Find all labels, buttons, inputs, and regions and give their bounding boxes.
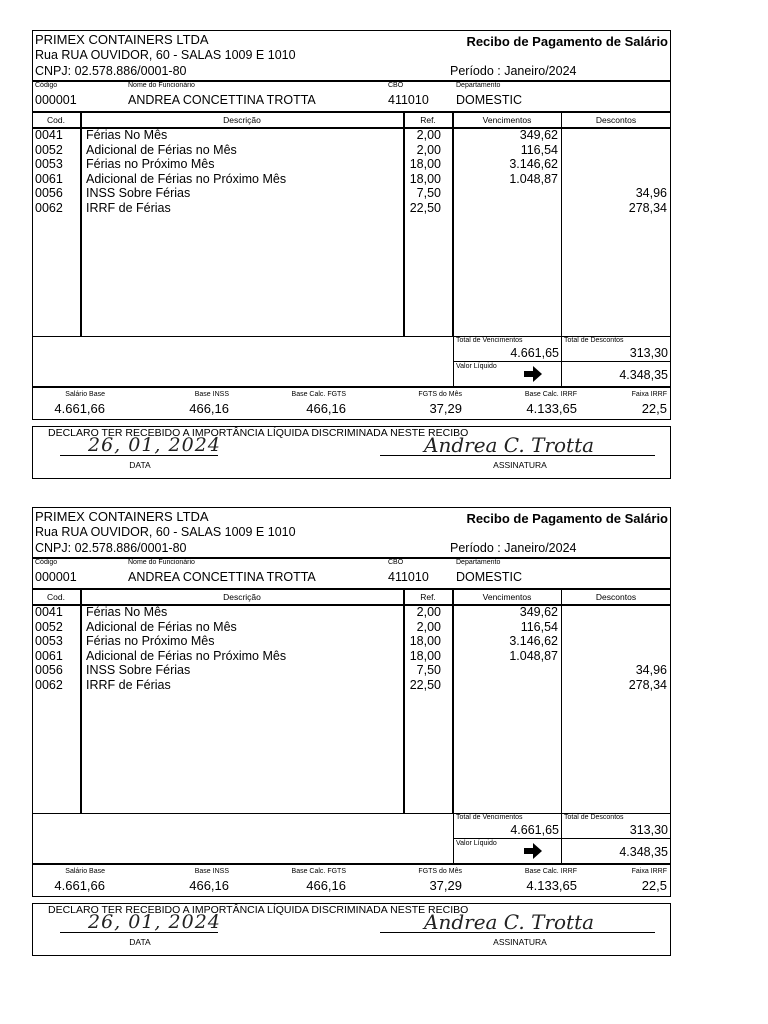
item-description: IRRF de Férias	[86, 678, 171, 692]
company-cnpj: CNPJ: 02.578.886/0001-80	[35, 541, 187, 555]
employee-name: ANDREA CONCETTINA TROTTA	[128, 93, 316, 107]
total-venc-value: 4.661,65	[510, 346, 559, 360]
company-name: PRIMEX CONTAINERS LTDA	[35, 509, 209, 524]
item-code: 0056	[35, 663, 63, 678]
item-vencimento: 116,54	[520, 142, 558, 157]
code-label: Código	[35, 82, 58, 89]
total-desc-value: 313,30	[629, 346, 668, 360]
totals-bottom-divider	[32, 863, 671, 865]
signature-label: ASSINATURA	[493, 460, 547, 470]
payslip-copy-1	[32, 30, 671, 470]
col-descricao-header: Descrição	[223, 115, 261, 125]
col-vencimentos-header: Vencimentos	[482, 592, 532, 602]
col-divider-cod	[80, 589, 82, 813]
item-ref: 18,00	[409, 648, 441, 663]
employee-dept: DOMESTIC	[456, 93, 522, 107]
totals-bottom-divider	[32, 386, 671, 388]
company-address: Rua RUA OUVIDOR, 60 - SALAS 1009 E 1010	[35, 48, 296, 62]
date-label: DATA	[129, 937, 151, 947]
base-value: 466,16	[306, 878, 346, 893]
item-vencimento: 349,62	[519, 128, 558, 142]
signature-line	[380, 932, 655, 933]
employee-divider	[32, 588, 671, 590]
col-descricao-header: Descrição	[223, 592, 261, 602]
item-vencimento: 3.146,62	[509, 634, 558, 649]
item-desconto: 34,96	[635, 663, 667, 678]
base-value: 37,29	[429, 878, 462, 893]
employee-cbo: 411010	[388, 570, 429, 584]
employee-divider	[32, 111, 671, 113]
company-address: Rua RUA OUVIDOR, 60 - SALAS 1009 E 1010	[35, 525, 296, 539]
dept-label: Departamento	[456, 559, 501, 566]
base-label: Faixa IRRF	[631, 868, 667, 875]
item-desconto: 278,34	[628, 201, 667, 215]
item-code: 0041	[35, 605, 63, 619]
item-desconto: 278,34	[628, 678, 667, 692]
col-divider-desct	[561, 112, 562, 386]
col-divider-desct	[561, 589, 562, 863]
base-value: 466,16	[189, 401, 229, 416]
base-label: Base Calc. FGTS	[291, 391, 346, 398]
item-ref: 2,00	[416, 619, 441, 634]
company-cnpj: CNPJ: 02.578.886/0001-80	[35, 64, 187, 78]
item-description: Férias no Próximo Mês	[86, 157, 215, 172]
base-label: Base Calc. IRRF	[524, 391, 577, 398]
base-value: 37,29	[429, 401, 462, 416]
base-label: Base Calc. IRRF	[524, 868, 577, 875]
item-vencimento: 1.048,87	[509, 171, 558, 186]
item-ref: 2,00	[416, 128, 441, 142]
cbo-label: CBO	[388, 82, 404, 89]
item-vencimento: 3.146,62	[509, 157, 558, 172]
name-label: Nome do Funcionário	[128, 82, 195, 89]
dept-label: Departamento	[456, 82, 501, 89]
item-ref: 22,50	[409, 201, 441, 215]
employee-cbo: 411010	[388, 93, 429, 107]
date-label: DATA	[129, 460, 151, 470]
handwritten-date: 26, 01, 2024	[88, 434, 221, 456]
item-description: Adicional de Férias no Mês	[86, 142, 237, 157]
base-label: FGTS do Mês	[418, 868, 462, 875]
totals-divider	[453, 838, 671, 839]
base-value: 4.661,66	[54, 401, 105, 416]
base-label: Base INSS	[194, 391, 229, 398]
item-vencimento: 116,54	[520, 619, 558, 634]
item-ref: 18,00	[409, 171, 441, 186]
item-desconto: 34,96	[635, 186, 667, 201]
signature-line	[380, 455, 655, 456]
base-value: 22,5	[641, 878, 667, 893]
base-label: Salário Base	[65, 391, 105, 398]
base-value: 4.133,65	[526, 878, 577, 893]
item-ref: 18,00	[409, 634, 441, 649]
item-code: 0062	[35, 201, 63, 215]
right-arrow-icon	[524, 843, 542, 859]
document-title: Recibo de Pagamento de Salário	[466, 511, 668, 526]
base-value: 466,16	[306, 401, 346, 416]
name-label: Nome do Funcionário	[128, 559, 195, 566]
item-code: 0062	[35, 678, 63, 692]
item-vencimento: 349,62	[519, 605, 558, 619]
col-ref-header: Ref.	[420, 592, 436, 602]
employee-code: 000001	[35, 570, 77, 584]
total-desc-value: 313,30	[629, 823, 668, 837]
item-description: INSS Sobre Férias	[86, 663, 191, 678]
handwritten-signature: Andrea C. Trotta	[424, 433, 595, 457]
item-code: 0052	[35, 619, 63, 634]
date-line	[60, 932, 218, 933]
col-cod-header: Cod.	[47, 592, 65, 602]
item-description: Adicional de Férias no Próximo Mês	[86, 648, 287, 663]
company-name: PRIMEX CONTAINERS LTDA	[35, 32, 209, 47]
total-venc-value: 4.661,65	[510, 823, 559, 837]
base-value: 4.133,65	[526, 401, 577, 416]
code-label: Código	[35, 559, 58, 566]
item-ref: 7,50	[416, 663, 441, 678]
item-ref: 2,00	[416, 142, 441, 157]
item-ref: 2,00	[416, 605, 441, 619]
document-title: Recibo de Pagamento de Salário	[466, 34, 668, 49]
item-ref: 18,00	[409, 157, 441, 172]
totals-divider	[453, 361, 671, 362]
employee-name: ANDREA CONCETTINA TROTTA	[128, 570, 316, 584]
base-value: 22,5	[641, 401, 667, 416]
cbo-label: CBO	[388, 559, 404, 566]
signature-label: ASSINATURA	[493, 937, 547, 947]
liquido-label: Valor Líquido	[456, 840, 497, 847]
liquido-label: Valor Líquido	[456, 363, 497, 370]
declaration-text: DECLARO TER RECEBIDO A IMPORTÂNCIA LÍQUIDA DISCRIMINADA NESTE RECIBO	[48, 904, 469, 916]
item-code: 0053	[35, 157, 63, 172]
item-code: 0053	[35, 634, 63, 649]
item-code: 0052	[35, 142, 63, 157]
item-description: Adicional de Férias no Mês	[86, 619, 237, 634]
item-code: 0061	[35, 171, 63, 186]
base-value: 4.661,66	[54, 878, 105, 893]
employee-code: 000001	[35, 93, 77, 107]
handwritten-date: 26, 01, 2024	[88, 911, 221, 933]
liquido-value: 4.348,35	[619, 368, 668, 382]
item-description: Adicional de Férias no Próximo Mês	[86, 171, 287, 186]
item-ref: 22,50	[409, 678, 441, 692]
col-descontos-header: Descontos	[595, 115, 637, 125]
right-arrow-icon	[524, 366, 542, 382]
handwritten-signature: Andrea C. Trotta	[424, 910, 595, 934]
base-label: Base INSS	[194, 868, 229, 875]
item-vencimento: 1.048,87	[509, 648, 558, 663]
total-desc-label: Total de Descontos	[564, 814, 624, 821]
employee-dept: DOMESTIC	[456, 570, 522, 584]
date-line	[60, 455, 218, 456]
period: Período : Janeiro/2024	[450, 541, 577, 555]
item-description: IRRF de Férias	[86, 201, 171, 215]
base-label: Base Calc. FGTS	[291, 868, 346, 875]
base-label: FGTS do Mês	[418, 391, 462, 398]
item-code: 0041	[35, 128, 63, 142]
col-divider-cod	[80, 112, 82, 336]
period: Período : Janeiro/2024	[450, 64, 577, 78]
col-descontos-header: Descontos	[595, 592, 637, 602]
item-code: 0061	[35, 648, 63, 663]
payslip-copy-2	[32, 507, 671, 947]
item-description: Férias No Mês	[86, 605, 168, 619]
col-ref-header: Ref.	[420, 115, 436, 125]
item-description: Férias no Próximo Mês	[86, 634, 215, 649]
total-desc-label: Total de Descontos	[564, 337, 624, 344]
item-description: Férias No Mês	[86, 128, 168, 142]
liquido-value: 4.348,35	[619, 845, 668, 859]
total-venc-label: Total de Vencimentos	[456, 337, 523, 344]
base-value: 466,16	[189, 878, 229, 893]
base-label: Salário Base	[65, 868, 105, 875]
col-cod-header: Cod.	[47, 115, 65, 125]
item-code: 0056	[35, 186, 63, 201]
declaration-text: DECLARO TER RECEBIDO A IMPORTÂNCIA LÍQUIDA DISCRIMINADA NESTE RECIBO	[48, 427, 469, 439]
base-label: Faixa IRRF	[631, 391, 667, 398]
col-vencimentos-header: Vencimentos	[482, 115, 532, 125]
item-ref: 7,50	[416, 186, 441, 201]
item-description: INSS Sobre Férias	[86, 186, 191, 201]
total-venc-label: Total de Vencimentos	[456, 814, 523, 821]
